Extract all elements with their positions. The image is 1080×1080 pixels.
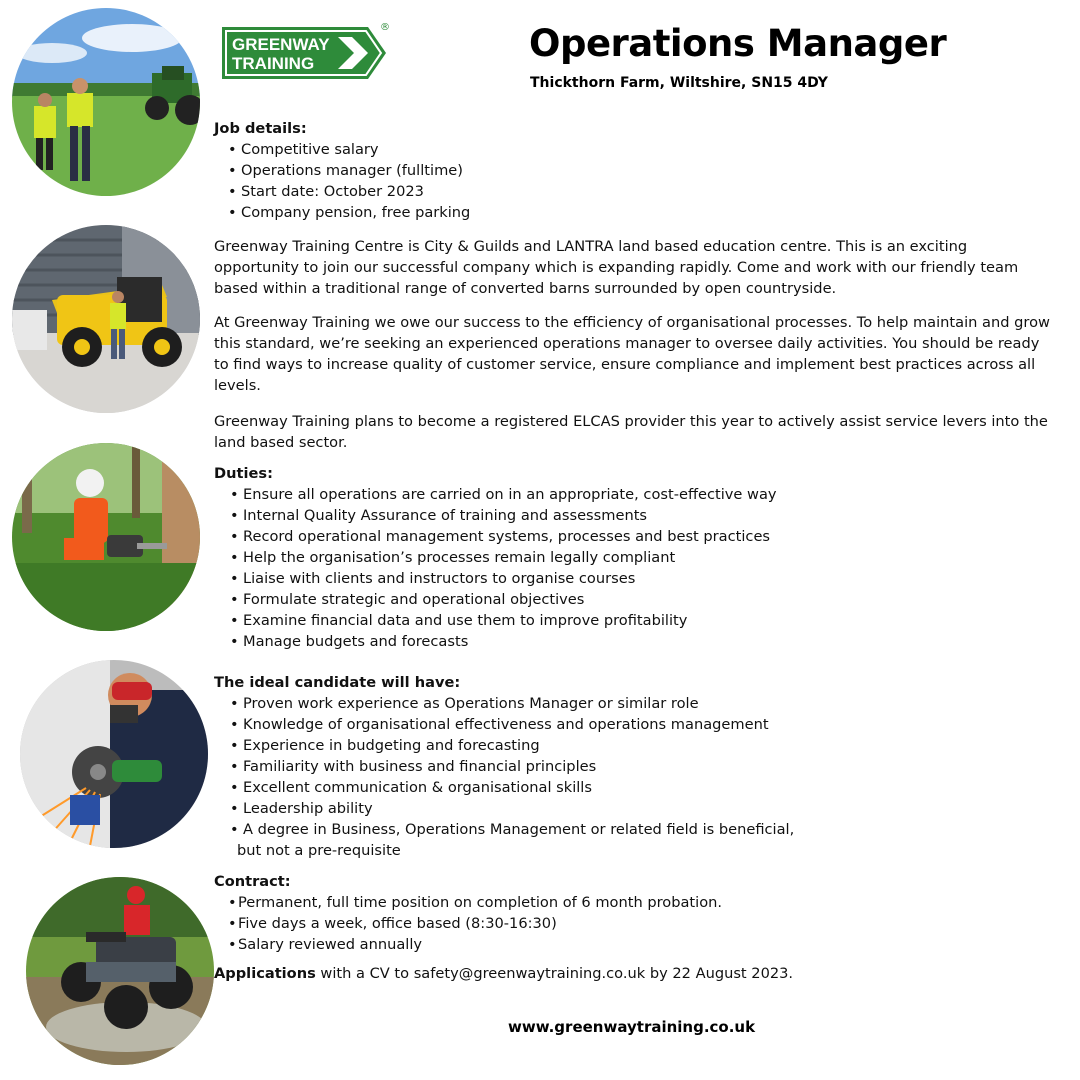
- photo-chainsaw-worker: [12, 443, 200, 631]
- applications-line: [214, 963, 1054, 984]
- greenway-training-logo: [220, 24, 392, 82]
- duties-heading: Duties:: [214, 465, 273, 482]
- intro-paragraph-2: At Greenway Training we owe our success to the efficiency of organisational processes. To help maintain and grow this standard, we’re seeking an experienced operations manager to oversee daily activities. You should be ready to find ways to increase quality of customer service, ensure compliance and implement best practices across all levels.: [214, 314, 1050, 394]
- list-item: • Examine financial data and use them to improve profitability: [243, 610, 1054, 631]
- candidate-section: [214, 672, 1054, 861]
- website-link[interactable]: www.greenwaytraining.co.uk: [508, 1018, 756, 1036]
- list-item: • Excellent communication & organisational skills: [243, 777, 1054, 798]
- chainsaw-worker-image: [12, 443, 200, 631]
- list-item: • Record operational management systems, processes and best practices: [243, 526, 1054, 547]
- list-item: • Ensure all operations are carried on in an appropriate, cost-effective way: [243, 484, 1054, 505]
- quad-bike-image: [26, 877, 214, 1065]
- photo-quad-bike: [26, 877, 214, 1065]
- candidate-item-continuation: but not a pre-requisite: [237, 842, 401, 859]
- intro-paragraph-3: Greenway Training plans to become a registered ELCAS provider this year to actively assist service levers into the land based sector.: [214, 413, 1048, 451]
- job-details-list: [214, 139, 1054, 223]
- instructors-tractor-image: [12, 8, 200, 196]
- intro-paragraph-1: Greenway Training Centre is City & Guilds and LANTRA land based education centre. This is an exciting opportunity to join our successful company which is expanding rapidly. Come and work with our friendly team based within a traditional range of converted barns surrounded by open countryside.: [214, 238, 1019, 297]
- candidate-heading: The ideal candidate will have:: [214, 674, 461, 691]
- telehandler-image: [12, 225, 200, 413]
- photo-instructors-tractor: [12, 8, 200, 196]
- page-title: Operations Manager: [529, 22, 947, 65]
- job-location: Thickthorn Farm, Wiltshire, SN15 4DY: [530, 75, 828, 91]
- list-item: • Knowledge of organisational effectiveness and operations management: [243, 714, 1054, 735]
- logo-arrow-shape: [220, 24, 392, 82]
- photo-telehandler: [12, 225, 200, 413]
- list-item: • Permanent, full time position on completion of 6 month probation.: [238, 892, 1054, 913]
- contract-heading: Contract:: [214, 873, 291, 890]
- list-item: • Liaise with clients and instructors to organise courses: [243, 568, 1054, 589]
- list-item: • Leadership ability: [243, 798, 1054, 819]
- logo-line1: GREENWAY: [232, 35, 330, 54]
- job-content: [214, 118, 1054, 984]
- list-item: • Help the organisation’s processes remain legally compliant: [243, 547, 1054, 568]
- list-item: • Familiarity with business and financial principles: [243, 756, 1054, 777]
- contract-list: [214, 892, 1054, 955]
- logo-line2: TRAINING: [232, 54, 315, 73]
- job-details-section: [214, 118, 1054, 223]
- applications-text: with a CV to safety@greenwaytraining.co.uk by 22 August 2023.: [315, 965, 794, 982]
- registered-mark: ®: [380, 22, 390, 33]
- list-item: • A degree in Business, Operations Management or related field is beneficial,: [243, 819, 1054, 840]
- contract-section: [214, 871, 1054, 955]
- list-item: • Proven work experience as Operations Manager or similar role: [243, 693, 1054, 714]
- list-item: • Competitive salary: [241, 139, 1054, 160]
- list-item: • Company pension, free parking: [241, 202, 1054, 223]
- list-item: • Operations manager (fulltime): [241, 160, 1054, 181]
- photo-angle-grinder: [20, 660, 208, 848]
- list-item: • Formulate strategic and operational objectives: [243, 589, 1054, 610]
- list-item: • Experience in budgeting and forecasting: [243, 735, 1054, 756]
- list-item: • Five days a week, office based (8:30-16:30): [238, 913, 1054, 934]
- duties-section: [214, 463, 1054, 652]
- list-item: • Manage budgets and forecasts: [243, 631, 1054, 652]
- candidate-list: [214, 693, 1054, 840]
- applications-lead: Applications: [214, 965, 316, 982]
- list-item: • Start date: October 2023: [241, 181, 1054, 202]
- duties-list: [214, 484, 1054, 652]
- angle-grinder-image: [20, 660, 208, 848]
- list-item: • Salary reviewed annually: [238, 934, 1054, 955]
- list-item: • Internal Quality Assurance of training and assessments: [243, 505, 1054, 526]
- job-details-heading: Job details:: [214, 120, 307, 137]
